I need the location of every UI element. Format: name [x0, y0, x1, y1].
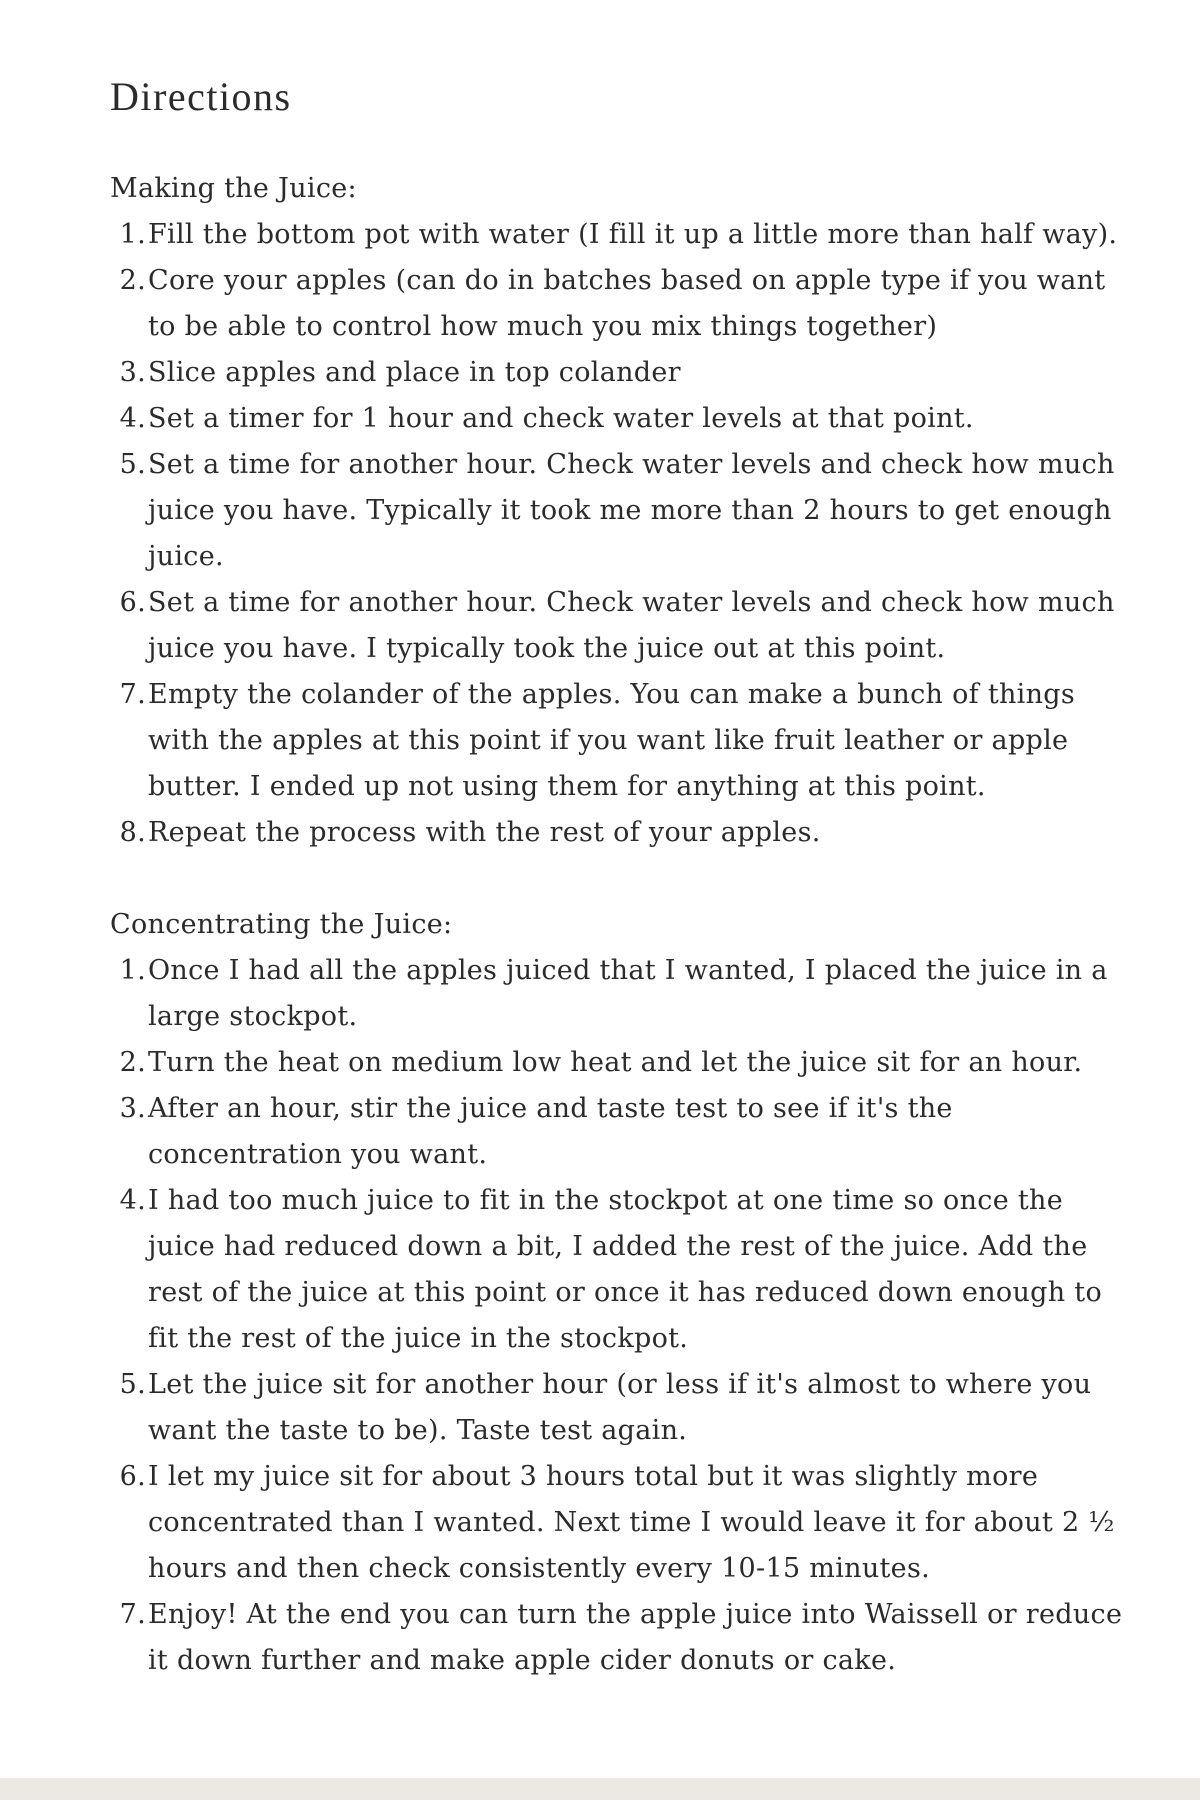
section-concentrating-juice [110, 902, 1130, 1684]
step-number: 5. [119, 1369, 146, 1400]
list-item [110, 1086, 1130, 1178]
list-item [110, 948, 1130, 1040]
step-number: 2. [119, 265, 146, 296]
step-number: 3. [119, 357, 146, 388]
step-text: I let my juice sit for about 3 hours total but it was slightly more concentrated than I wanted. Next time I would leave it for about 2 ½ hours and then check consistently every 10-15 minutes. [148, 1461, 1115, 1584]
step-number: 1. [119, 955, 146, 986]
step-number: 3. [119, 1093, 146, 1124]
list-item [110, 1592, 1130, 1684]
list-item [110, 1362, 1130, 1454]
steps-list [110, 212, 1130, 856]
page-title: Directions [110, 74, 292, 119]
section-heading: Concentrating the Juice: [110, 909, 453, 940]
list-item [110, 1454, 1130, 1592]
step-text: Fill the bottom pot with water (I fill it up a little more than half way). [148, 219, 1118, 250]
list-item [110, 212, 1130, 258]
section-spacer [110, 856, 1130, 902]
list-item [110, 810, 1130, 856]
step-number: 4. [119, 1185, 146, 1216]
step-number: 1. [119, 219, 146, 250]
step-text: Empty the colander of the apples. You can make a bunch of things with the apples at this point if you want like fruit leather or apple butter. I ended up not using them for anything at this point. [148, 679, 1076, 802]
step-text: Set a time for another hour. Check water levels and check how much juice you have. Typically it took me more than 2 hours to get enough juice. [148, 449, 1115, 572]
step-text: Let the juice sit for another hour (or less if it's almost to where you want the taste to be). Taste test again. [148, 1369, 1092, 1446]
step-text: Set a timer for 1 hour and check water levels at that point. [148, 403, 974, 434]
list-item [110, 580, 1130, 672]
step-number: 6. [119, 1461, 146, 1492]
directions-page [110, 70, 1130, 1684]
step-number: 6. [119, 587, 146, 618]
footer-band [0, 1778, 1200, 1800]
list-item [110, 1178, 1130, 1362]
step-number: 5. [119, 449, 146, 480]
list-item [110, 396, 1130, 442]
step-text: After an hour, stir the juice and taste test to see if it's the concentration you want. [148, 1093, 953, 1170]
step-text: Core your apples (can do in batches based on apple type if you want to be able to control how much you mix things together) [148, 265, 1106, 342]
step-text: Once I had all the apples juiced that I wanted, I placed the juice in a large stockpot. [148, 955, 1108, 1032]
step-number: 8. [119, 817, 146, 848]
section-heading: Making the Juice: [110, 173, 357, 204]
step-number: 7. [119, 1599, 146, 1630]
section-making-juice [110, 166, 1130, 856]
step-text: Slice apples and place in top colander [148, 357, 681, 388]
step-number: 7. [119, 679, 146, 710]
step-text: I had too much juice to fit in the stockpot at one time so once the juice had reduced down a bit, I added the rest of the juice. Add the rest of the juice at this point or once it has reduced down enough to fit the rest of the juice in the stockpot. [148, 1185, 1103, 1354]
step-number: 2. [119, 1047, 146, 1078]
list-item [110, 350, 1130, 396]
step-text: Set a time for another hour. Check water levels and check how much juice you have. I typically took the juice out at this point. [148, 587, 1115, 664]
step-text: Turn the heat on medium low heat and let the juice sit for an hour. [148, 1047, 1083, 1078]
step-text: Enjoy! At the end you can turn the apple juice into Waissell or reduce it down further and make apple cider donuts or cake. [148, 1599, 1123, 1676]
step-number: 4. [119, 403, 146, 434]
step-text: Repeat the process with the rest of your apples. [148, 817, 821, 848]
list-item [110, 258, 1130, 350]
list-item [110, 672, 1130, 810]
steps-list [110, 948, 1130, 1684]
list-item [110, 1040, 1130, 1086]
list-item [110, 442, 1130, 580]
